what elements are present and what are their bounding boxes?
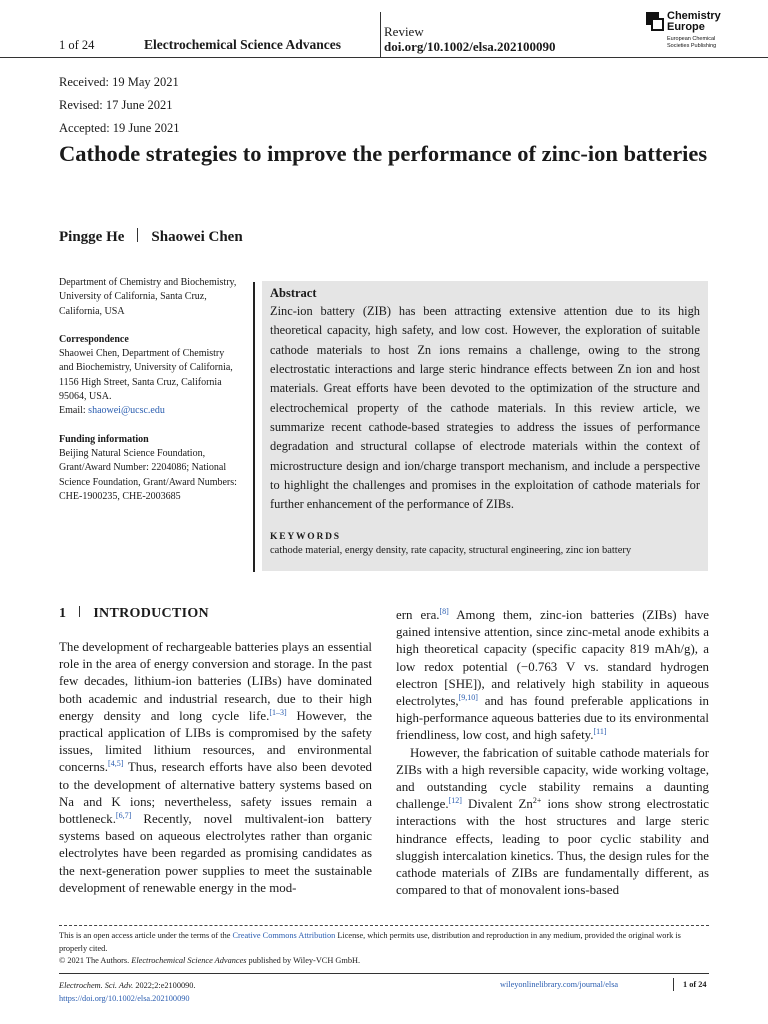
correspondence-label: Correspondence [59, 333, 129, 345]
footer-rule [59, 973, 709, 974]
section-separator [79, 606, 80, 617]
body-paragraph: The development of rechargeable batteries plays an essential role in the area of energy conversion and storage. In the past few decades, lithium-ion batteries (LIBs) have dominated both academic and industrial research, due to their high energy density and long cycle life.[1–3] However, the practical application of LIBs is compromised by the safety issues, limited lithium resources, and environmental concerns.[4,5] Thus, research efforts have also been devoted to the development of alternative battery systems based on Na and K ions; nevertheless, safety issues remain a bottleneck.[6,7] Recently, novel multivalent-ion battery systems based on aqueous electrolytes rather than organic electrolytes have been regarded as promising candidates as the next-generation power supplies to meet the sustainable development of renewable energy in the mod- [59, 640, 372, 895]
keywords-text: cathode material, energy density, rate capacity, structural engineering, zinc ion battery [270, 544, 632, 556]
license-link[interactable]: Creative Commons Attribution [232, 931, 336, 940]
footnote-rule [59, 925, 709, 926]
citation-journal: Electrochem. Sci. Adv. [59, 981, 134, 990]
publisher-subtitle: European Chemical Societies Publishing [667, 36, 717, 49]
revised-date: Revised: 17 June 2021 [59, 98, 173, 112]
citation-link[interactable]: [6,7] [115, 811, 132, 821]
citation-link[interactable]: [12] [448, 796, 462, 806]
author-info-sidebar [59, 276, 241, 518]
chemistry-europe-logo-icon [646, 12, 664, 32]
article-title: Cathode strategies to improve the performance of zinc-ion batteries [59, 141, 708, 166]
abstract-divider [253, 282, 255, 572]
citation-link[interactable]: [11] [593, 727, 607, 737]
article-dates [59, 71, 179, 140]
received-date: Received: 19 May 2021 [59, 75, 179, 89]
citation-volume: 2022;2:e2100090. [133, 981, 196, 990]
doi-link[interactable]: doi.org/10.1002/elsa.202100090 [384, 39, 556, 54]
author-list [59, 228, 243, 246]
abstract-heading: Abstract [270, 286, 317, 300]
affiliation: Department of Chemistry and Biochemistry, University of California, Santa Cruz, California, USA [59, 277, 237, 317]
correspondence-text: Shaowei Chen, Department of Chemistry and Biochemistry, University of California, 1156 High Street, Santa Cruz, California 95064, USA. [59, 348, 233, 403]
email-label: Email: [59, 405, 89, 417]
body-paragraph: However, the fabrication of suitable cathode materials for ZIBs with a high reversible capacity, wide working voltage, and outstanding cycle stability remains a daunting challenge.[12] Divalent $Zn^{2+}$ ions show strong electrostatic interactions with the host structures and large steric hindrance effects, leading to poor cyclic stability and sluggish intercalation kinetics. Thus, the design rules for the cathode materials of ZIBs are fundamentally different, as compared to that of monovalent ions-based [396, 745, 709, 898]
article-type: Review [384, 24, 424, 39]
citation-link[interactable]: [1–3] [269, 707, 287, 717]
keywords-label: KEYWORDS [270, 531, 341, 542]
body-column-left [59, 639, 372, 897]
header-divider [380, 12, 381, 58]
journal-site-link[interactable]: wileyonlinelibrary.com/journal/elsa [500, 980, 619, 989]
copyright-text: © 2021 The Authors. Electrochemical Science Advances published by Wiley-VCH GmbH. [59, 956, 361, 966]
body-paragraph: ern era.[8] Among them, zinc-ion batteries (ZIBs) have gained intensive attention, since zinc-metal anode exhibits a high theoretical capacity (specific capacity 819 mAh/g), a low redox potential (−0.763 V vs. standard hydrogen electron [SHE]), and relatively high stability in aqueous electrolytes,[9,10] and has found preferable applications in high-performance aqueous batteries due to its environmental friendliness, low cost, and high safety.[11] [396, 607, 709, 743]
section-title: INTRODUCTION [93, 606, 209, 621]
citation-link[interactable]: [8] [439, 607, 449, 616]
section-heading [59, 606, 209, 622]
abstract-box [262, 281, 708, 571]
correspondence-block [59, 333, 241, 419]
citation-doi-link[interactable]: https://doi.org/10.1002/elsa.202100090 [59, 993, 190, 1003]
funding-text: Beijing Natural Science Foundation, Grant/Award Number: 2204086; National Science Foundation, Grant/Award Numbers: CHE-1900235, CHE-2003685 [59, 447, 237, 502]
header-rule [0, 57, 768, 58]
publisher-logo[interactable] [646, 12, 746, 56]
citation-link[interactable]: [9,10] [458, 693, 478, 703]
funding-label: Funding information [59, 433, 149, 445]
accepted-date: Accepted: 19 June 2021 [59, 121, 180, 135]
publisher-title: Chemistry Europe [667, 10, 721, 33]
abstract-text: Zinc-ion battery (ZIB) has been attracting extensive attention due to its high theoretical capacity, high safety, and low cost. However, the exploration of suitable cathode materials to host Zn ions remains a challenge, owing to the strong electrostatic interactions and large steric hindrance effects between Zn ion and host materials. Great efforts have been devoted to the optimization of the structure and electrochemical property of the cathode materials. In this review article, we summarize recent cathode-based strategies to address the issues of performance degradation and structural collapse of electrode materials within the context of microstructure design and ion/charge transport mechanism, and include a perspective to highlight the challenges and promises in the exploitation of cathode materials for further enhancement of the performance of ZIBs. [270, 304, 700, 512]
license-note [59, 930, 711, 968]
zn-charge: 2+ [532, 796, 542, 806]
section-number: 1 [59, 606, 67, 621]
footer-page-number: 1 of 24 [683, 980, 707, 989]
funding-block [59, 433, 241, 504]
body-column-right [396, 607, 709, 899]
citation-link[interactable]: [4,5] [108, 759, 124, 769]
citation-info [59, 980, 196, 1005]
email-link[interactable]: shaowei@ucsc.edu [88, 405, 165, 417]
journal-name: Electrochemical Science Advances [144, 37, 341, 52]
license-text: This is an open access article under the terms of the Creative Commons Attribution License, which permits use, distribution and reproduction in any medium, provided the original work is properly cited. [59, 931, 681, 953]
author-separator [137, 228, 138, 242]
author-name[interactable]: Shaowei Chen [151, 229, 243, 245]
footer-divider [673, 978, 674, 991]
author-name[interactable]: Pingge He [59, 229, 125, 245]
page-number: 1 of 24 [59, 38, 95, 52]
